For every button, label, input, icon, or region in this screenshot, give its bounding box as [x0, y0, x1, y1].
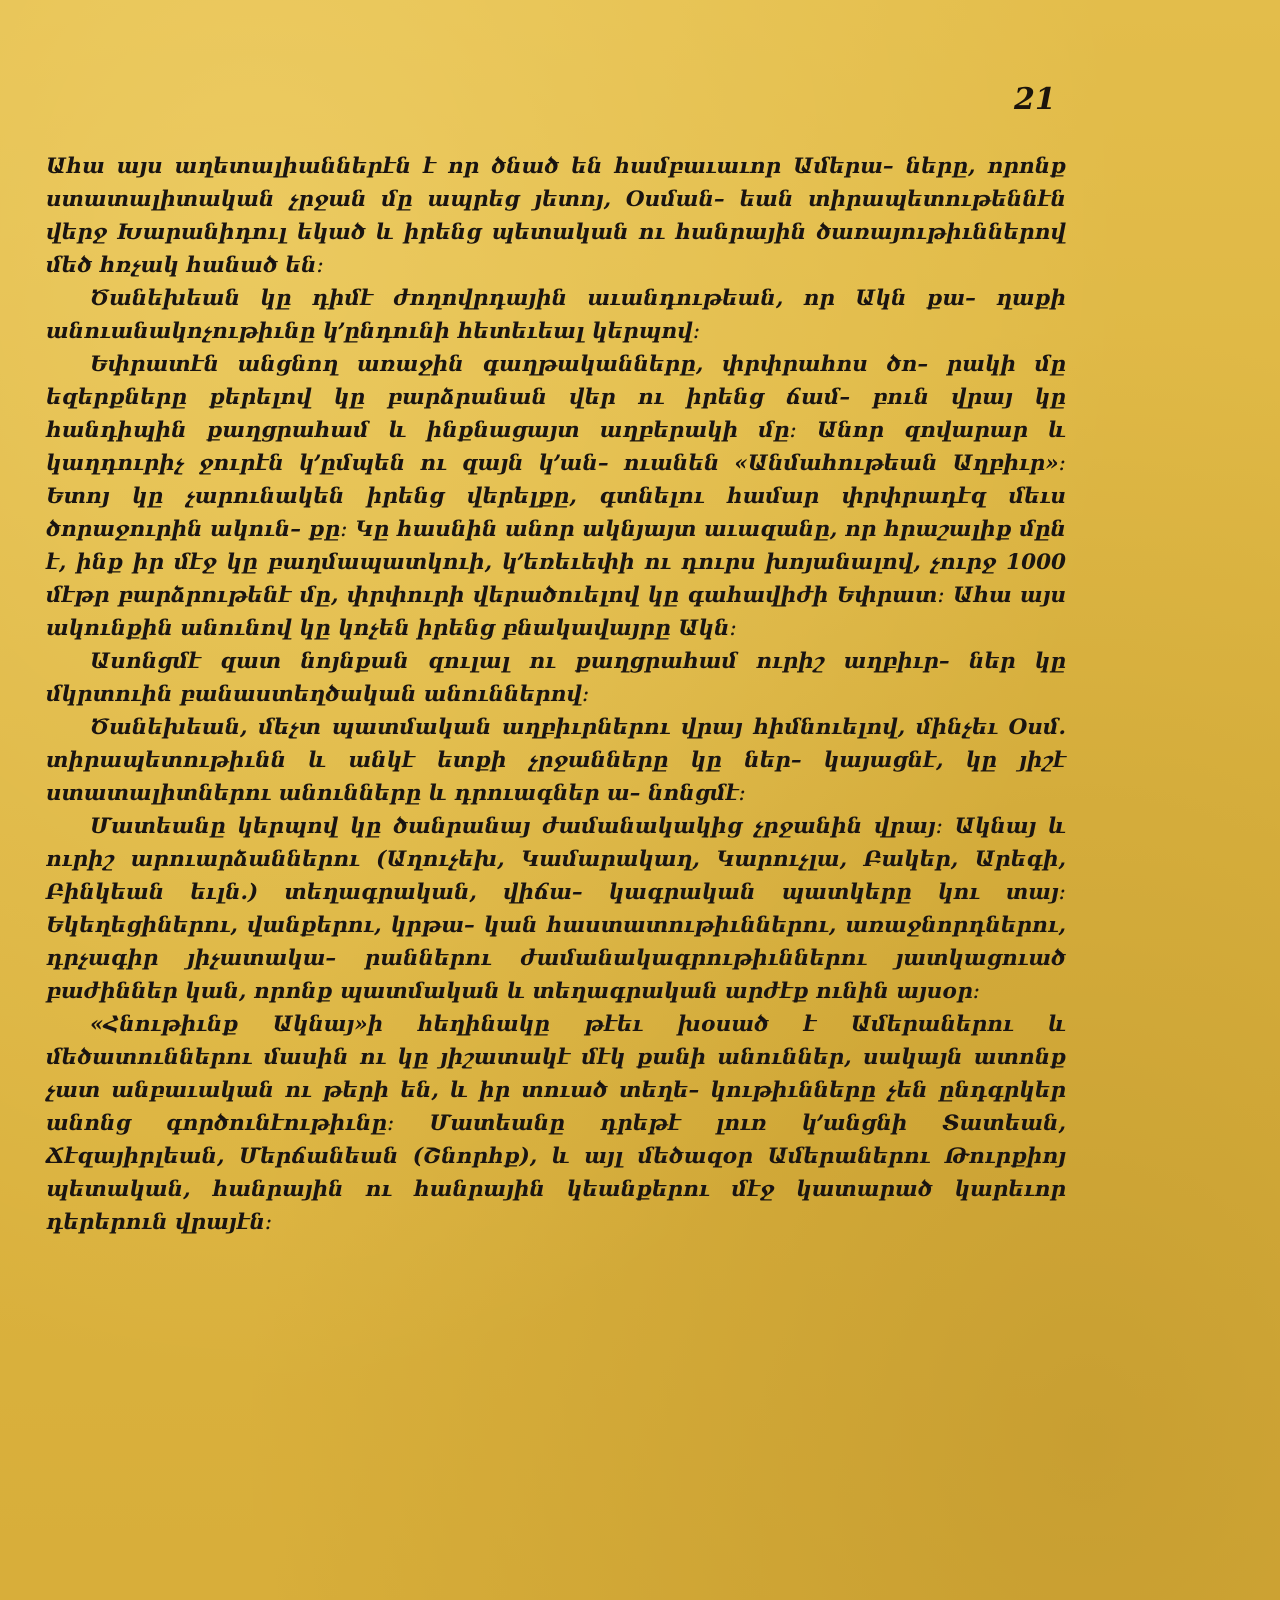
- paragraph-7: «Հնութիւնք Ակնայ»ի հեղինակը թէեւ խօսած է Ամերաներու և մեծատուններու մասին ու կը յիշատակէ մէկ քանի անուններ, սակայն ատոնք չատ անբաւական ու թերի են, և իր տուած տեղե– կութիւնները չեն ընդգրկեր անոնց գործունէութիւնը։ Մատեանը դրեթէ լուռ կ՚անցնի Տատեան, Ճէզայիրլեան, Մերճանեան (Շնորհք), և այլ մեծազօր Ամերաներու Թուրքիոյ պետական, հանրային ու հանրային կեանքերու մէջ կատարած կարեւոր դերերուն վրայէն։: [46, 1012, 1066, 1235]
- paragraph-6: Մատեանը կերպով կը ծանրանայ ժամանակակից չրջանին վրայ։ Ակնայ և ուրիշ արուարձաններու (Աղուչեխ, Կամարակաղ, Կարուչլա, Բակեր, Արեգի, Բինկեան եւլն.) տեղագրական, վիճա– կագրական պատկերը կու տայ։ Եկեղեցիներու, վանքերու, կրթա– կան հաստատութիւններու, առաջնորդներու, դրչագիր յիչատակա– րաններու ժամանակագրութիւններու յատկացուած բաժիններ կան, որոնք պատմական և տեղագրական արժէք ունին այսօր։: [46, 814, 1066, 1004]
- paragraph-3: Եփրատէն անցնող առաջին գաղթականները, փրփրահոս ծո– րակի մը եզերքները քերելով կը բարձրանան վեր ու իրենց ճամ– բուն վրայ կը հանդիպին քաղցրահամ և ինքնացայտ աղբերակի մը։ Անոր զովարար և կաղդուրիչ ջուրէն կ՚ըմպեն ու զայն կ՚ան– ուանեն «Անմահութեան Աղբիւր»։ Ետոյ կը չարունակեն իրենց վերելքը, գտնելու համար փրփրադէզ մեւս ծորաջուրին ակուն– քը։ Կը հասնին անոր ակնյայտ աւազանը, որ հրաշալիք մըն է, ինք իր մէջ կը բաղմապատկուի, կ՚եռեւեփի ու դուրս խոյանալով, չուրջ 1000 մէթր բարձրութենէ մը, փրփուրի վերածուելով կը գահավիժի Եփրատ։ Ահա այս ակունքին անունով կը կոչեն իրենց բնակավայրը Ակն։: [46, 352, 1066, 641]
- paragraph-5: Ծանեխեան, մեչտ պատմական աղբիւրներու վրայ հիմնուելով, մինչեւ Օսմ. տիրապետութիւնն և անկէ ետքի չրջանները կը ներ– կայացնէ, կը յիշէ ստատալիտներու անունները և դրուագներ ա– նոնցմէ։: [46, 715, 1066, 806]
- paragraph-1: Ահա այս աղետալիաններէն է որ ծնած են համբաւաւոր Ամերա– ները, որոնք ստատալիտական չրջան մը ապրեց յետոյ, Օսման– եան տիրապետութեննէն վերջ Խարանիդուլ եկած և իրենց պետական ու հանրային ծառայութիւններով մեծ հռչակ հանած են։: [46, 154, 1066, 278]
- page-number: 21: [1014, 82, 1056, 117]
- body-text: [46, 150, 1066, 1239]
- paragraph-2: Ծանեխեան կը դիմէ ժողովրդային աւանդութեան, որ Ակն քա– ղաքի անուանակոչութիւնը կ՚ընդունի հետեւեալ կերպով։: [46, 286, 1066, 344]
- paragraph-4: Ասոնցմէ զատ նոյնքան զուլալ ու քաղցրահամ ուրիշ աղբիւր– ներ կը մկրտուին բանաստեղծական անուններով։: [46, 649, 1066, 707]
